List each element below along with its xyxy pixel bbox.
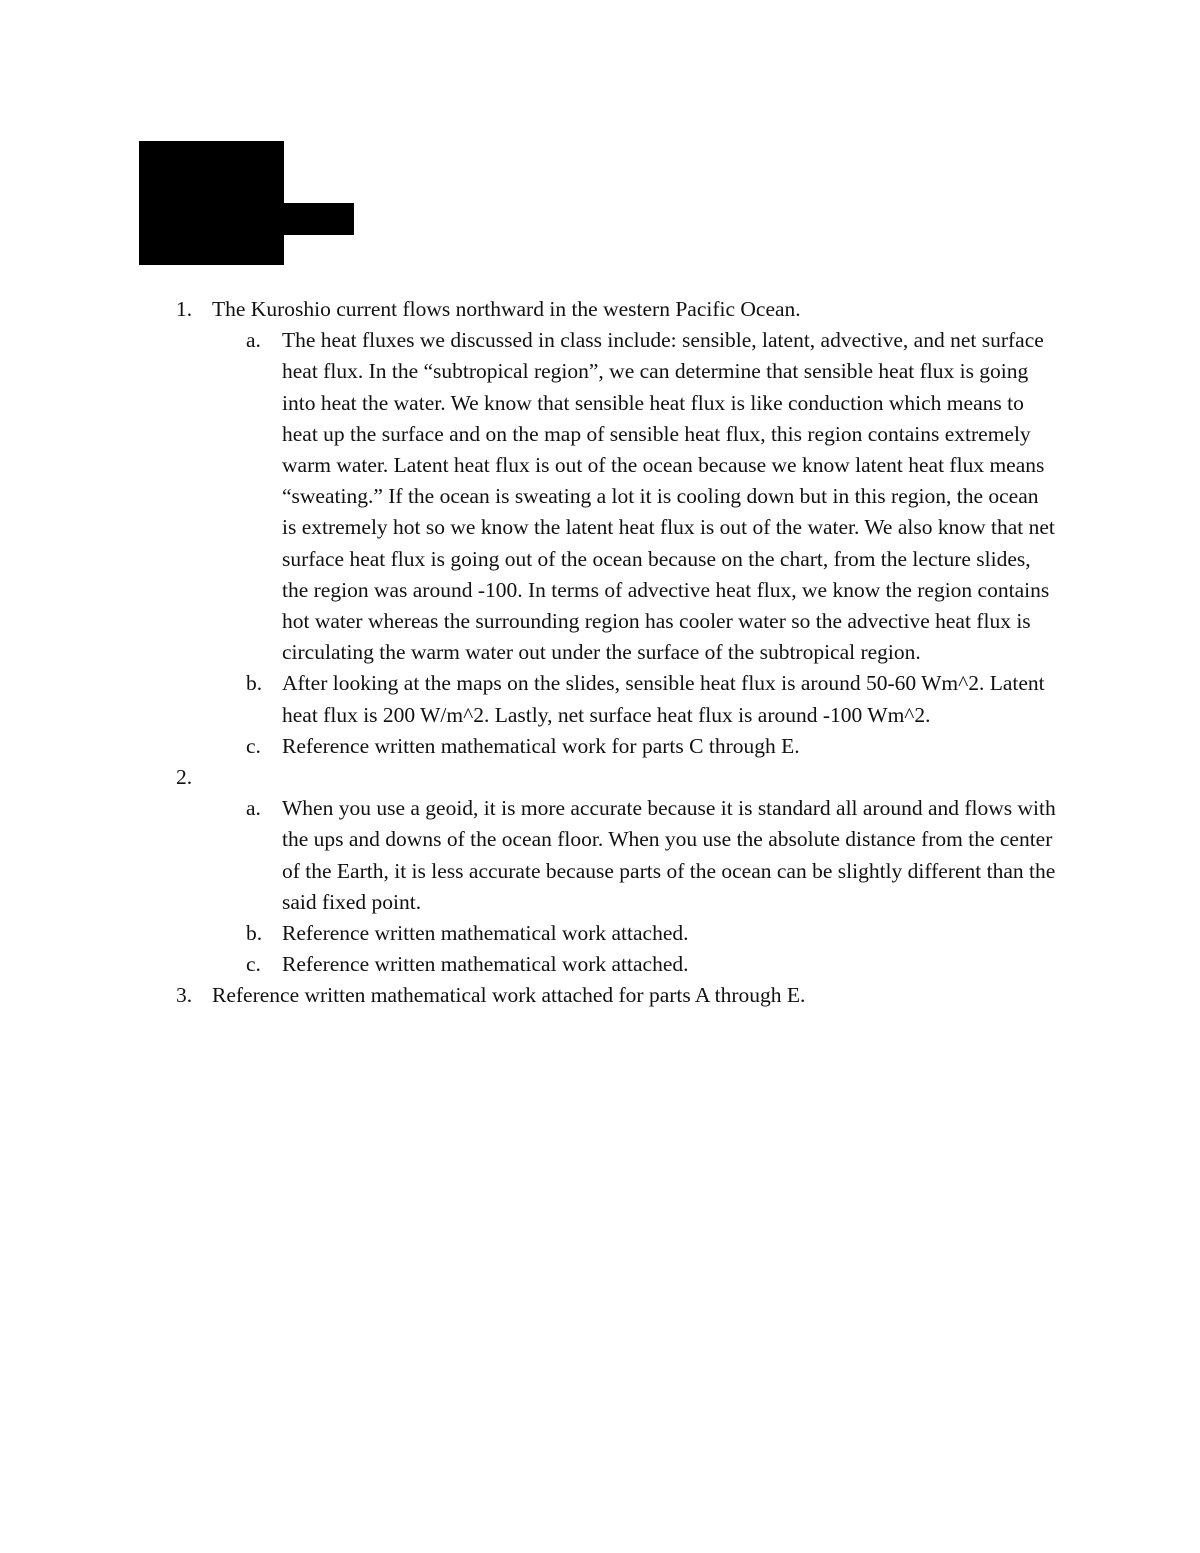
subitem-text: After looking at the maps on the slides, sensible heat flux is around 50-60 Wm^2. Latent heat flux is 200 W/m^2. Lastly, net surface heat flux is around -100 Wm^2.: [282, 671, 1045, 727]
subitem-text: Reference written mathematical work attached.: [282, 921, 689, 946]
subitem-2a: [0, 793, 1200, 918]
subitem-text: Reference written mathematical work attached.: [282, 952, 689, 977]
subitem-mark: b.: [246, 671, 263, 696]
item-number: 2.: [176, 765, 193, 790]
document-body: [0, 294, 1200, 1012]
redaction-block: [139, 235, 235, 265]
subitem-2c: [0, 949, 1200, 980]
subitem-text: Reference written mathematical work for parts C through E.: [282, 733, 800, 758]
item-number: 1.: [176, 297, 193, 321]
redaction-block: [139, 203, 354, 235]
subitem-mark: c.: [246, 733, 261, 758]
list-item-1: [0, 294, 1200, 762]
item-number: 3.: [176, 983, 193, 1008]
subitem-mark: c.: [246, 952, 261, 977]
subitem-mark: b.: [246, 921, 263, 946]
subitem-text: When you use a geoid, it is more accurate because it is standard all around and flows with the ups and downs of the ocean floor. When you use the absolute distance from the center of the Earth, it is less accurate because parts of the ocean can be slightly different than the said fixed point.: [282, 796, 1056, 914]
subitem-1b: [0, 668, 1200, 730]
subitem-1a: [0, 325, 1200, 668]
list-item-3: [0, 980, 1200, 1011]
subitem-text: The heat fluxes we discussed in class include: sensible, latent, advective, and net surface heat flux. In the “subtropical region”, we can determine that sensible heat flux is going into heat the water. We know that sensible heat flux is like conduction which means to heat up the surface and on the map of sensible heat flux, this region contains extremely warm water. Latent heat flux is out of the ocean because we know latent heat flux means “sweating.” If the ocean is sweating a lot it is cooling down but in this region, the ocean is extremely hot so we know the latent heat flux is out of the water. We also know that net surface heat flux is going out of the ocean because on the chart, from the lecture slides, the region was around -100. In terms of advective heat flux, we know the region contains hot water whereas the surrounding region has cooler water so the advective heat flux is circulating the warm water out under the surface of the subtropical region.: [282, 328, 1055, 665]
subitem-2b: [0, 918, 1200, 949]
subitem-mark: a.: [246, 328, 261, 353]
item-text: Reference written mathematical work attached for parts A through E.: [212, 983, 806, 1008]
subitem-mark: a.: [246, 796, 261, 821]
subitem-1c: [0, 731, 1200, 762]
item-text: [212, 762, 1072, 793]
item-text: The Kuroshio current flows northward in the western Pacific Ocean.: [212, 297, 801, 321]
list-item-2: [0, 762, 1200, 980]
